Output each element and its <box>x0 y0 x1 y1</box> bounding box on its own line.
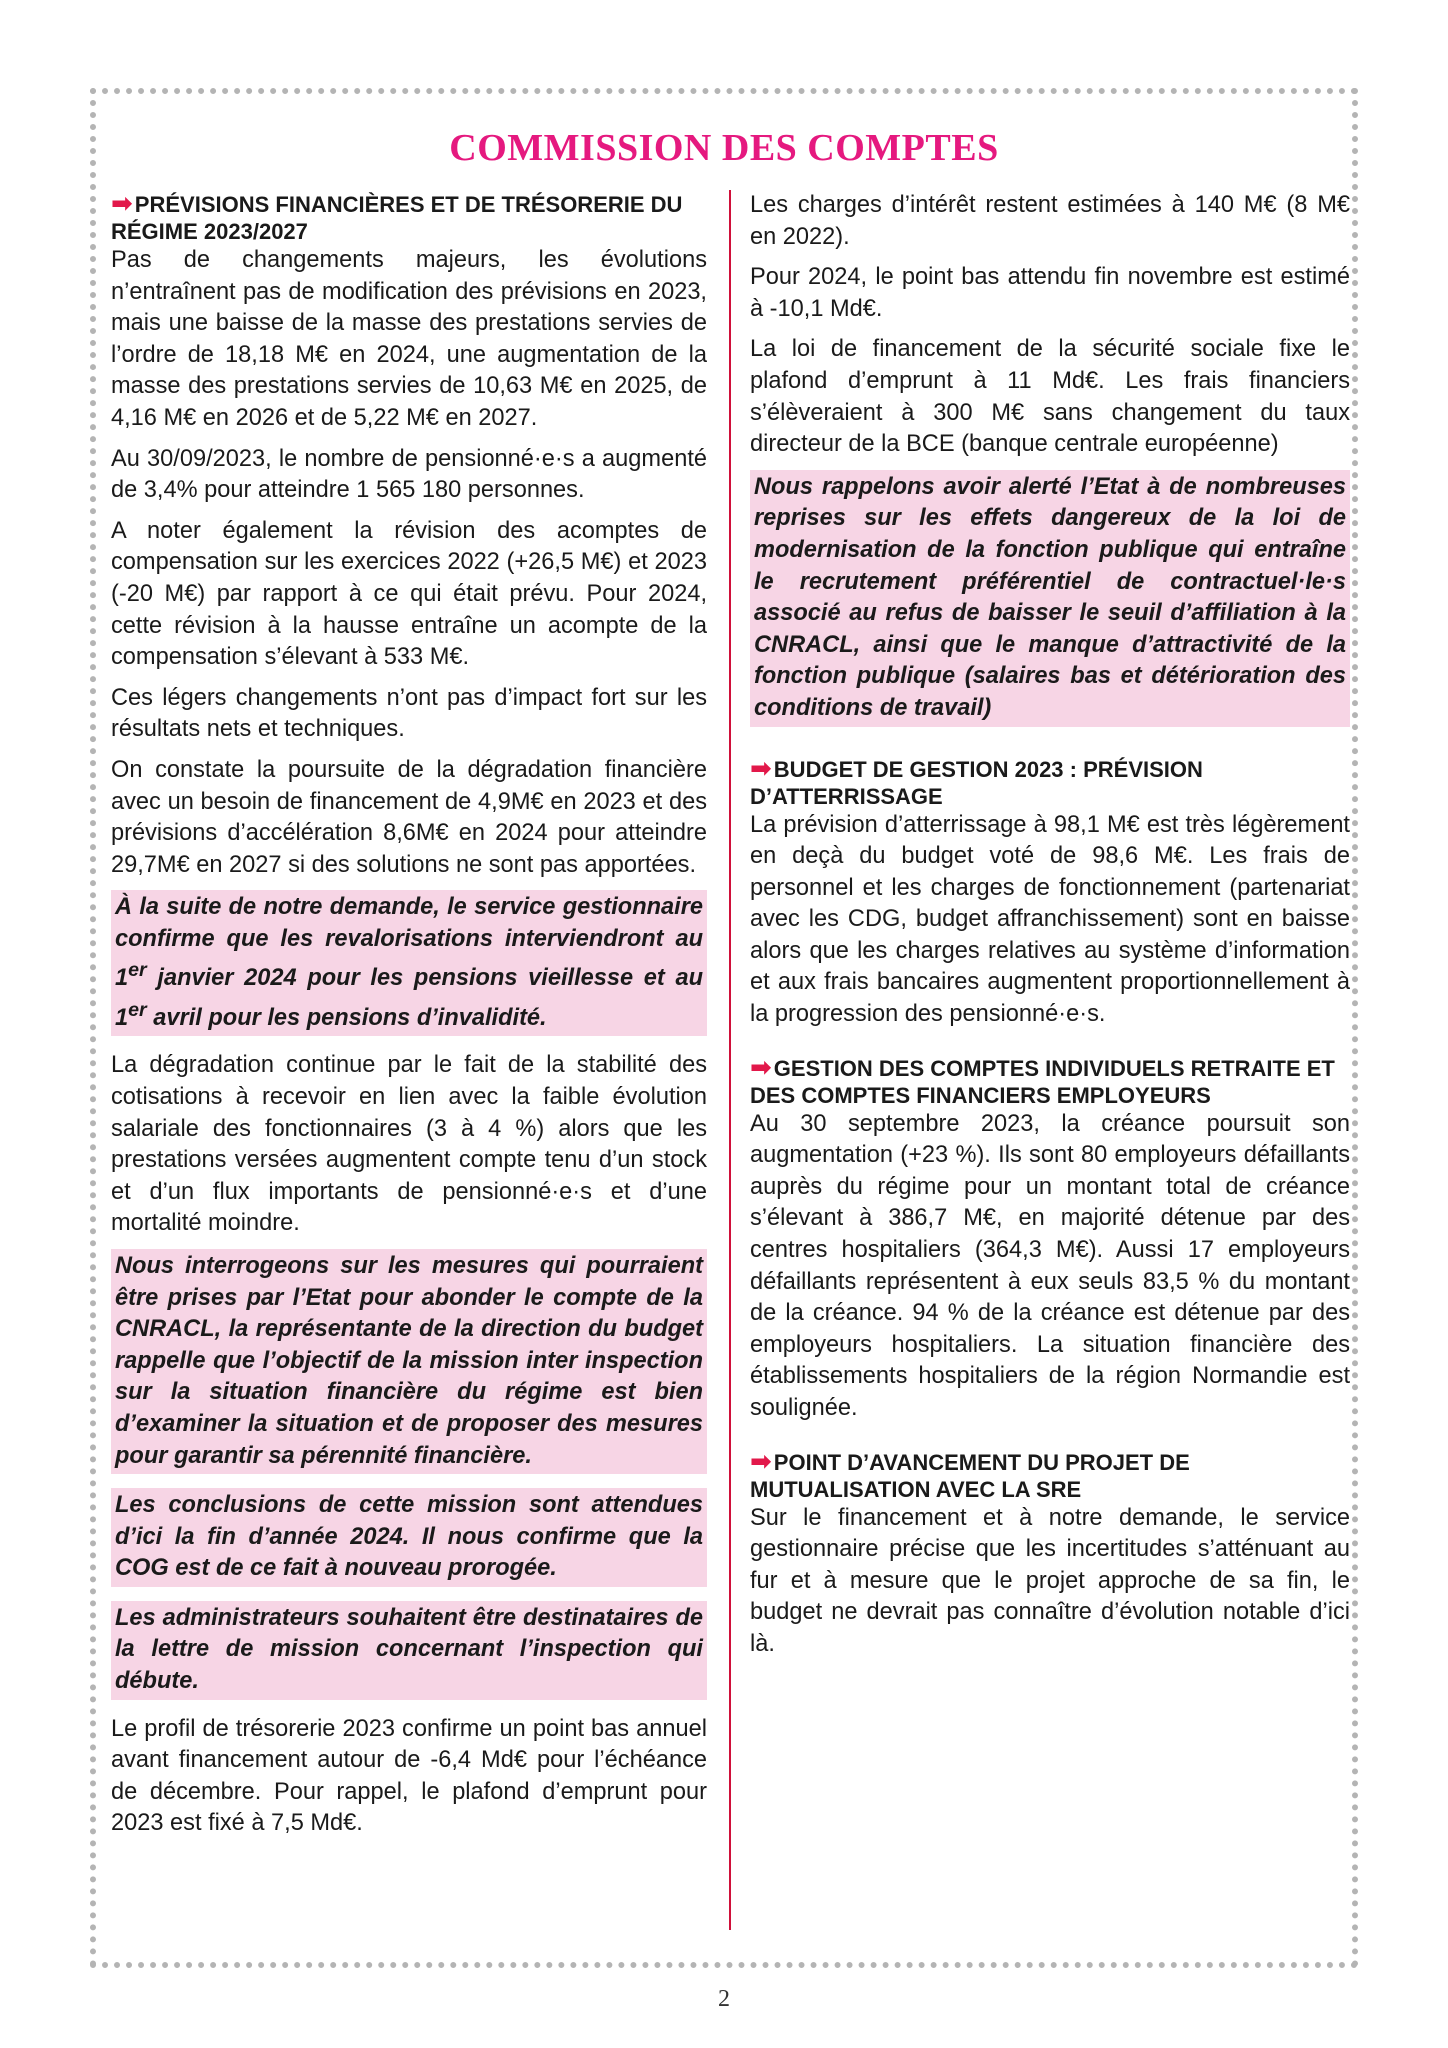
section-heading: ➡BUDGET DE GESTION 2023 : PRÉVISION D’ATTERRISSAGE <box>750 752 1203 809</box>
paragraph: La loi de financement de la sécurité sociale fixe le plafond d’emprunt à 11 Md€. Les frais financiers s’élèveraient à 300 M€ sans changement du taux directeur de la BCE (banque centrale européenne) <box>750 336 1350 458</box>
paragraph: Les charges d’intérêt restent estimées à 140 M€ (8 M€ en 2022). <box>750 192 1350 250</box>
paragraph: Ces légers changements n’ont pas d’impact fort sur les résultats nets et techniques. <box>111 684 707 743</box>
paragraph: Pour 2024, le point bas attendu fin novembre est estimé à -10,1 Md€. <box>750 264 1350 322</box>
highlight-box: Les conclusions de cette mission sont attendues d’ici la fin d’année 2024. Il nous confirme que la COG est de ce fait à nouveau prorogée. <box>111 1488 707 1587</box>
arrow-right-icon: ➡ <box>750 1051 772 1082</box>
column-divider <box>729 190 731 1930</box>
highlight-box: Les administrateurs souhaitent être destinataires de la lettre de mission concernant l’inspection qui débute. <box>111 1601 707 1700</box>
paragraph: Le profil de trésorerie 2023 confirme un point bas annuel avant financement autour de -6,4 Md€ pour l’échéance de décembre. Pour rappel, le plafond d’emprunt pour 2023 est fixé à 7,5 Md€. <box>111 1715 707 1837</box>
paragraph: La prévision d’atterrissage à 98,1 M€ est très légèrement en deçà du budget voté de 98,6 M€. Les frais de personnel et les charges de fonctionnement (partenariat avec les CDG, budget affranchissement) sont en baisse alors que les charges relatives au système d’information et aux frais bancaires augmentent proportionnellement à la progression des pensionné·e·s. <box>750 811 1350 1028</box>
arrow-right-icon: ➡ <box>750 1445 772 1476</box>
section-heading: ➡GESTION DES COMPTES INDIVIDUELS RETRAITE ET DES COMPTES FINANCIERS EMPLOYEURS <box>750 1051 1335 1108</box>
page-number: 2 <box>718 1986 730 2012</box>
paragraph: La dégradation continue par le fait de la stabilité des cotisations à recevoir en lien avec la faible évolution salariale des fonctionnaires (3 à 4 %) alors que les prestations versées augmentent compte tenu d’un stock et d’un flux importants de pensionné·e·s et d’une mortalité moindre. <box>111 1052 707 1237</box>
highlight-box: À la suite de notre demande, le service gestionnaire confirme que les revalorisations interviendront au 1er janvier 2024 pour les pensions vieillesse et au 1er avril pour les pensions d’invalidité. <box>111 890 707 1036</box>
right-column <box>750 190 1350 1670</box>
page-title: COMMISSION DES COMPTES <box>449 127 999 169</box>
paragraph: A noter également la révision des acomptes de compensation sur les exercices 2022 (+26,5 M€) et 2023 (-20 M€) par rapport à ce qui était prévu. Pour 2024, cette révision à la hausse entraîne un acompte de la compensation s’élevant à 533 M€. <box>111 517 707 671</box>
highlight-box: Nous interrogeons sur les mesures qui pourraient être prises par l’Etat pour abonder le compte de la CNRACL, la représentante de la direction du budget rappelle que l’objectif de la mission inter inspection sur la situation financière du régime est bien d’examiner la situation et de proposer des mesures pour garantir sa pérennité financière. <box>111 1249 707 1474</box>
paragraph: Au 30/09/2023, le nombre de pensionné·e·s a augmenté de 3,4% pour atteindre 1 565 180 personnes. <box>111 445 707 504</box>
highlight-box: Nous rappelons avoir alerté l’Etat à de nombreuses reprises sur les effets dangereux de la loi de modernisation de la fonction publique qui entraîne le recrutement préférentiel de contractuel·le·s associé au refus de baisser le seuil d’affiliation à la CNRACL, ainsi que le manque d’attractivité de la fonction publique (salaires bas et détérioration des conditions de travail) <box>750 470 1350 727</box>
paragraph: Au 30 septembre 2023, la créance poursuit son augmentation (+23 %). Ils sont 80 employeurs défaillants auprès du régime pour un montant total de créance s’élevant à 386,7 M€, en majorité détenue par des centres hospitaliers (364,3 M€). Aussi 17 employeurs défaillants représentent à eux seuls 83,5 % du montant de la créance. 94 % de la créance est détenue par des employeurs hospitaliers. La situation financière des établissements hospitaliers de la région Normandie est soulignée. <box>750 1110 1350 1421</box>
paragraph: Pas de changements majeurs, les évolutions n’entraînent pas de modification des prévisions en 2023, mais une baisse de la masse des prestations servies de l’ordre de 18,18 M€ en 2024, une augmentation de la masse des prestations servies de 10,63 M€ en 2025, de 4,16 M€ en 2026 et de 5,22 M€ en 2027. <box>111 247 707 431</box>
section-heading: ➡PRÉVISIONS FINANCIÈRES ET DE TRÉSORERIE DU RÉGIME 2023/2027 <box>111 188 683 244</box>
left-column <box>111 190 707 1849</box>
section-heading: ➡POINT D’AVANCEMENT DU PROJET DE MUTUALISATION AVEC LA SRE <box>750 1445 1190 1502</box>
arrow-right-icon: ➡ <box>750 752 772 783</box>
arrow-right-icon: ➡ <box>111 188 133 218</box>
paragraph: On constate la poursuite de la dégradation financière avec un besoin de financement de 4,9M€ en 2023 et des prévisions d’accélération 8,6M€ en 2024 pour atteindre 29,7M€ en 2027 si des solutions ne sont pas apportées. <box>111 756 707 878</box>
paragraph: Sur le financement et à notre demande, le service gestionnaire précise que les incertitudes s’atténuant au fur et à mesure que le projet approche de sa fin, le budget ne devrait pas connaître d’évolution notable d’ici là. <box>750 1504 1350 1657</box>
